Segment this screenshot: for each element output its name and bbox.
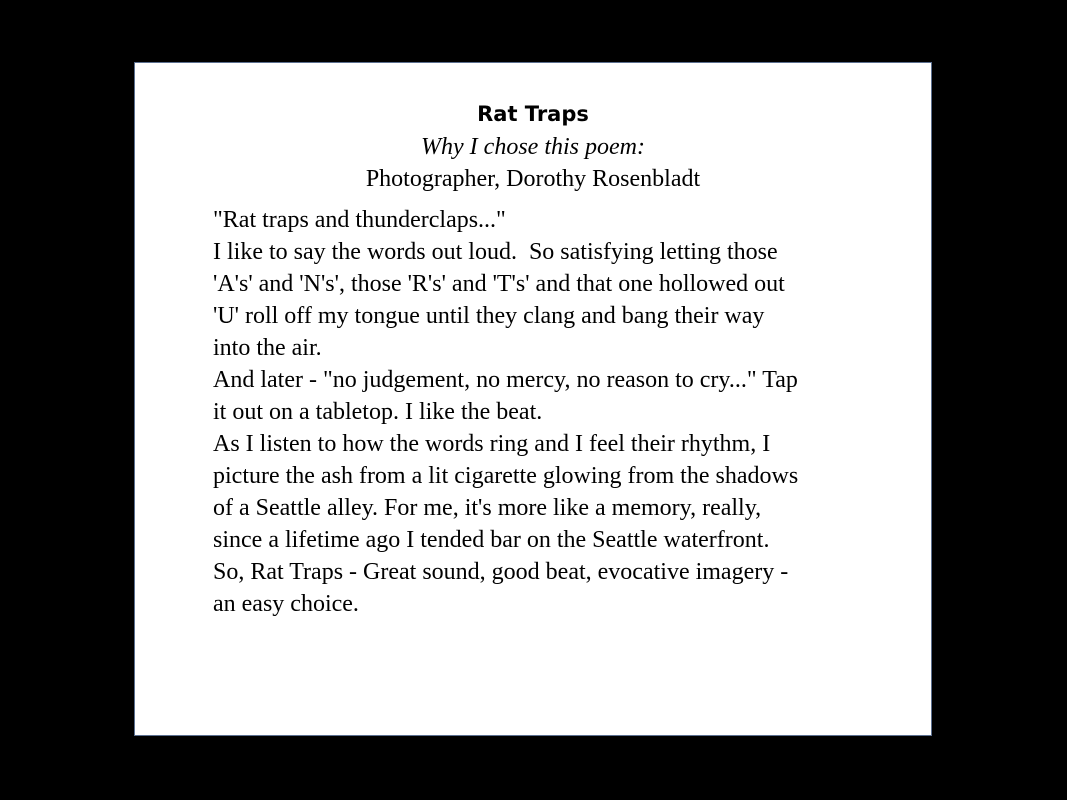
body-line: 'U' roll off my tongue until they clang and bang their way <box>213 303 765 329</box>
body-line: "Rat traps and thunderclaps..." <box>213 207 506 233</box>
body-line: an easy choice. <box>213 591 359 617</box>
body-line: And later - "no judgement, no mercy, no reason to cry..." Tap <box>213 367 798 393</box>
body-line: I like to say the words out loud. So satisfying letting those <box>213 239 778 265</box>
body-line: into the air. <box>213 335 322 361</box>
body-line: So, Rat Traps - Great sound, good beat, evocative imagery - <box>213 559 789 585</box>
body-line: 'A's' and 'N's', those 'R's' and 'T's' and that one hollowed out <box>213 271 785 297</box>
body-line: As I listen to how the words ring and I feel their rhythm, I <box>213 431 771 457</box>
slide-subtitle: Why I chose this poem: <box>421 134 645 160</box>
body-line: of a Seattle alley. For me, it's more like a memory, really, <box>213 495 762 521</box>
slide <box>134 62 932 736</box>
body-line: it out on a tabletop. I like the beat. <box>213 399 543 425</box>
slide-title: Rat Traps <box>477 102 589 126</box>
photographer-byline: Photographer, Dorothy Rosenbladt <box>365 166 701 192</box>
body-text <box>213 204 893 620</box>
body-line: since a lifetime ago I tended bar on the Seattle waterfront. <box>213 527 770 553</box>
body-line: picture the ash from a lit cigarette glowing from the shadows <box>213 463 799 489</box>
